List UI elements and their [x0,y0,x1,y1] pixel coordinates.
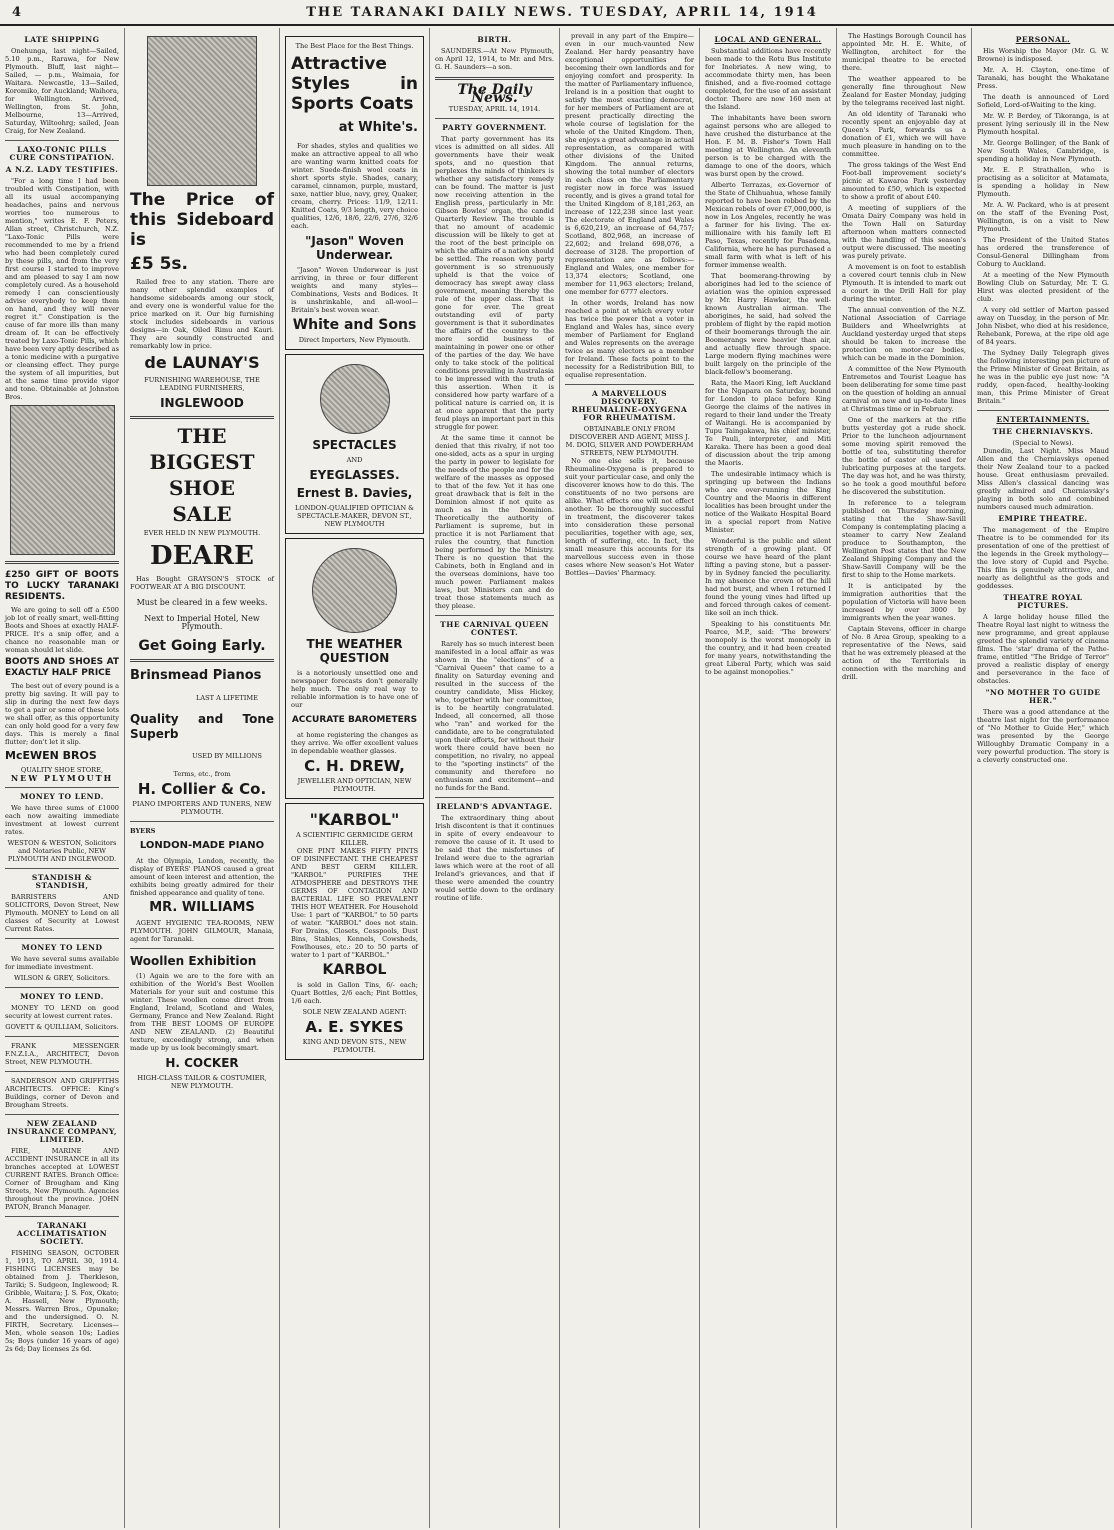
acclimatisation-text: FISHING SEASON, OCTOBER 1, 1913, TO APRIL 30, 1914. FISHING LICENSES may be obtained from J. Therkleson, Tariki; S. Sudgeon, Inglewood; R. Gribble, Waitara; J. S. Fox, Okato; A. Hassell, New Plymouth; Messrs. Warren Bros., Opunake; and the undersigned. O. N. FIRTH, Secretary. Licenses—Men, whole season 10s; Ladies 5s; Boys (under 16 years of age) 2s 6d; Day licenses 2s 6d. [5,1249,119,1353]
williams-name: MR. WILLIAMS [149,900,255,915]
wilson-firm: WILSON & GREY, Solicitors. [13,974,110,982]
party-government-text: That party government has its vices is admitted on all sides. All governments have their weak spots, and no question that perplexes the minds of thinkers is whether any satisfactory remedy can be found. The matter is just now receiving attention in the English press, particularly in Mr. Gibson Bowles' organ, the candid Quarterly Review. The trouble is that no amount of academic discussion will be likely to get at the root of the best principle on which the affairs of a nation should be settled. The reason why party government is so strenuously upheld is that the voice of democracy has swept away class government, meaning thereby the rule of the upper class. That is gone for ever. The great outstanding evil of party government is that it subordinates the affairs of the country to the more sordid business of maintaining in power one or other of the parties of the day. We have only to take stock of the political conditions prevailing in Australasia to be impressed with the truth of this assertion. When it is considered how party warfare of a political nature is carried on, it is at once apparent that the party feud plays an important part in this struggle for power. [435,135,554,431]
byers-heading: LONDON-MADE PIANO [139,840,265,851]
column-6 [700,28,837,1528]
karbol-heading-2: KARBOL [322,962,387,978]
local-item-4: That boomerang-throwing by aborigines had led to the science of aviation was the opinion expressed by Mr. Harry Hawker, the well-known Australian airman. The aborigines, he said, had solved the problem of flight by the rapid motion of their boomerangs through the air. Boomerangs were heavier than air, and actually flew through space. Large modern flying machines were built largely on the principle of the black-fellow's boomerang. [705,272,831,376]
ireland-continued-2: In other words, Ireland has now reached a point at which every voter has twice the power that a voter in England and Wales has, since every member of Parliament for England and Wales represents on the average twice as many electors as a member for Ireland. These facts point to the necessity for a Redistribution Bill, to equalise representation. [565,299,694,379]
cleared-text: Must be cleared in a few weeks. [136,598,268,607]
boots-text: We are going to sell off a £500 job lot of really smart, well-fitting Boots and Shoes at exactly HALF-PRICE. It's a snip offer, and a chance no reasonable man or woman should let slide. [5,606,119,654]
karbol-text: ONE PINT MAKES FIFTY PINTS OF DISINFECTANT. THE CHEAPEST AND BEST GERM KILLER. "KARBOL" PURIFIES THE ATMOSPHERE and DESTROYS THE GERMS OF CONTAGION AND BACTERIAL LIFE SO PREVALENT THIS HOT WEATHER. For Household Use: 1 part of "KARBOL" to 50 parts of water. "KARBOL" does not stain. For Drains, Closets, Cesspools, Dust Bins, Stables, Kennels, Cowsheds, Fowlhouses, etc.: 20 to 50 parts of water to 1 part of "KARBOL." [291,847,418,959]
quality-tone: Quality and Tone Superb [130,712,274,741]
money-heading: MONEY TO LEND. [20,792,104,801]
weather-heading: THE WEATHER QUESTION [306,637,403,665]
news-item-8: A committee of the New Plymouth Entremetos and Tourist League has been deliberating for some time past on the question of holding an annual carnival on new and up-to-date lines at Christmas time or in February. [842,365,966,413]
column-5 [560,28,700,1528]
money2-text: We have several sums available for immediate investment. [5,955,119,971]
govett-firm: GOVETT & QUILLIAM, Solicitors. [5,1023,119,1031]
drew-subtitle: JEWELLER AND OPTICIAN, NEW PLYMOUTH. [297,777,412,793]
local-item-1: Substantial additions have recently been made to the Rotu Bus Institute for Inebriates. A new wing, to accommodate thirty men, has been finished, and a five-roomed cottage completed, for the use of an assistant doctor. There are now 160 men at the Island. [705,47,831,111]
drew-name: C. H. DREW, [304,757,405,775]
standish-text: BARRISTERS AND SOLICITORS, Devon Street, New Plymouth. MONEY to Lend on all classes of Security at Lowest Current Rates. [5,893,119,933]
entertainments-heading: ENTERTAINMENTS. [996,415,1090,424]
sale-line-3: SHOE [168,476,235,500]
local-item-6: The undesirable intimacy which is springing up between the Indians who are over-running the King Country and the Maoris in different localities has been brought under the notice of the Waikato Hospital Board in a special report from Native Minister. [705,470,831,534]
newspaper-page [0,28,1114,1528]
best-place-text: The Best Place for the Best Things. [295,42,414,50]
mcewen-location: NEW PLYMOUTH [10,773,114,783]
column-2 [125,28,280,1528]
news-item-11: It is anticipated by the immigration authorities that the population of Victoria will have been increased by over 3000 by immigrants when the year wanes. [842,582,966,622]
shipping-heading: LATE SHIPPING [24,35,100,44]
news-item-4: The gross takings of the West End Foot-ball improvement society's picnic at Kawaroa Park yesterday amounted to £50, which is expected to show a profit of about £40. [842,161,966,201]
attractive-heading: Attractive Styles in Sports Coats [291,54,418,114]
man-with-hat-illustration [10,405,115,555]
local-item-5: Rata, the Maori King, left Auckland for the Ngapara on Saturday, bound for London to place before King George the claims of the natives in regard to their land under the Treaty of Waitangi. He is accompanied by Tupu Taingakawa, his chief minister, Te Pauli, interpreter, and Miti Karaka. There has been a good deal of discussion about the trip among the Maoris. [705,379,831,467]
messenger-ad: FRANK MESSENGER F.N.Z.I.A., ARCHITECT, Devon Street, NEW PLYMOUTH. [5,1042,119,1066]
column-3 [280,28,430,1528]
discovery-heading: A MARVELLOUS DISCOVERY. RHEUMALINE-OXYGENA FOR RHEUMATISM. [571,389,688,422]
barometers-text: at home registering the changes as they arrive. We offer excellent values in dependable weather glasses. [291,731,418,755]
mcewen-subtitle: QUALITY SHOE STORE, [20,766,104,774]
nz-insurance-text: FIRE, MARINE AND ACCIDENT INSURANCE in all its branches accepted at LOWEST CURRENT RATES. Branch Office: Corner of Brougham and King Streets, New Plymouth. Agencies throughout the province. JOHN PATON, Branch Manager. [5,1147,119,1211]
money3-heading: MONEY TO LEND. [20,992,104,1001]
used-by-millions: USED BY MILLIONS [192,752,262,760]
and-text: AND [346,456,363,464]
local-item-2: The inhabitants have been sworn against persons who are alleged to have crushed the disturbance at the Hon. F. M. B. Fisher's Town Hall meeting at Wellington. An eleventh person is to be charged with the damage to one of the doors, which was burst open by the crowd. [705,114,831,178]
theatre-royal-heading: THEATRE ROYAL PICTURES. [1003,593,1083,610]
discovery-subtitle: OBTAINABLE ONLY FROM DISCOVERER AND AGENT, MISS J. M. DOIG, SILVER AND POWDERHAM STREETS, NEW PLYMOUTH. [565,425,694,457]
at-whites: at White's. [338,120,418,135]
woollen-heading: Woollen Exhibition [130,954,257,968]
personal-item-2: Mr. A. H. Clayton, one-time of Taranaki, has bought the Whakatane Press. [977,66,1109,90]
cherniavsky-heading: THE CHERNIAVSKYS. [992,427,1094,436]
davies-subtitle: LONDON-QUALIFIED OPTICIAN & SPECTACLE-MAKER, DEVON ST., NEW PLYMOUTH [294,504,415,528]
personal-item-10: A very old settler of Marton passed away on Tuesday, in the person of Mr. John Nisbet, who died at his residence, Rehebank, Porewa, at the ripe old age of 84 years. [977,306,1109,346]
newspaper-title: THE TARANAKI DAILY NEWS. TUESDAY, APRIL 14, 1914 [306,4,818,20]
news-item-10: In reference to a telegram published on Thursday morning, stating that the Shaw-Savill Company is contemplating placing a steamer to carry New Zealand produce to Southampton, the Wellington Post states that the New Zealand Shipping Company and the Shaw-Savill Company will be the first to ship to the Home markets. [842,499,966,579]
carnival-text: Rarely has so much interest been manifested in a local affair as was shown in the "elections" of a "Carnival Queen" that came to a finality on Saturday evening and resulted in the success of the country candidate, Miss Hickey, who, together with her committee, is to be heartily congratulated. Indeed, all concerned, all those who "ran" and worked for the candidate, are to be congratulated upon their efforts, for without their work there could have been no competition, no rivalry, no appeal to the "sporting instincts" of the community and therefore no enthusiasm and excitement—and no funds for the Band. [435,640,554,792]
collier-subtitle: PIANO IMPORTERS AND TUNERS, NEW PLYMOUTH. [132,800,272,816]
personal-item-11: The Sydney Daily Telegraph gives the following interesting pen picture of the Prime Minister of Great Britain, as he was in the public eye just now: "A ruddy, open-faced, healthy-looking man, this Prime Minister of Great Britain." [977,349,1109,405]
laxo-text: "For a long time I had been troubled with Constipation, with all its usual accompanying headaches, pains and nervous worries too numerous to mention," writes E. F. Peters, Allan street, Christchurch, N.Z. "Laxo-Tonic Pills were recommended to me by a friend who had been completely cured by these pills, and from the very first course I started to improve and am pleased to say I am now completely cured. As a household remedy I can conscientiously advise everybody to keep them on hand, and they will never regret it." Constipation is the cause of far more ills than many dream of. It can be effectively treated by Laxo-Tonic Pills, which have been very aptly described as a tonic medicine with a purgative or cleansing effect. They purge the system of all impurities, but at the same time provide vigor and tone. Obtainable at Johnston Bros. [5,177,119,401]
sale-line-4: SALE [172,502,232,526]
personal-heading: PERSONAL. [1015,35,1071,44]
crest-emblem-icon [320,364,390,434]
personal-item-4: Mr. W. P. Berdey, of Tikoranga, is at present lying seriously ill in the New Plymouth hospital. [977,112,1109,136]
jason-heading: "Jason" Woven Underwear. [305,234,404,262]
personal-item-7: Mr. A. W. Packard, who is at present on the staff of the Evening Post, Wellington, is on a visit to New Plymouth. [977,201,1109,233]
party-government-text-2: At the same time it cannot be denied that this rivalry, if not too one-sided, acts as a spur in urging the party in power to legislate for the needs of the people and for the welfare of the masses as opposed to that of the few. Yet it has one great drawback that is felt in the Dominion almost if not quite as much as in the Dominion. Theoretically the authority of Parliament is supreme, but in practice it is not Parliament that rules the country, that function being performed by the Ministry. There is no question that the Cabinets, both in England and in the overseas dominions, have too much power. Parliament makes laws, but Ministers can and do treat those statements much as they please. [435,434,554,610]
weather-text: is a notoriously unsettled one and newspaper forecasts don't generally help much. The only real way to reliable information is to have one of our [291,669,418,709]
empire-heading: EMPIRE THEATRE. [998,514,1088,523]
news-item-2: The weather appeared to be generally fine throughout New Zealand for Easter Monday, judging by the telegrams received last night. [842,75,966,107]
sideboard-price: £5 5s. [130,254,188,274]
ireland-text: The extraordinary thing about Irish discontent is that it continues in spite of every endeavour to remove the cause of it. It used to be said that the misfortunes of Ireland were due to the agrarian laws which were at the root of all Ireland's grievances, and that if these were amended the country would settle down to the ordinary routine of life. [435,814,554,902]
delaunay-location: INGLEWOOD [160,396,244,410]
byers-text: At the Olympia, London, recently, the display of BYERS' PIANOS caused a great amount of keen interest and attention, the exhibits being greatly admired for their finished appearance and quality of tone. [130,857,274,897]
shipping-text: Onehunga, last night—Sailed, 5.10 p.m., Rarawa, for New Plymouth. Bluff, last night—Sailed, — p.m., Waimaia, for Waitara. Newcastle, 13—Sailed, Koromiko, for Auckland; Waihora, for Wellington. Arrived, Wellington, from St. John, Melbourne, 13—Arrived, Saturday, Wiltoohrg; sailed, Jean Craig, for New Zealand. [5,47,119,135]
news-item-7: The annual convention of the N.Z. National Association of Carriage Builders and Wheelwrights at Auckland yesterday urged that steps should be taken to increase the protection on motor-car bodies, which can be made in the Dominion. [842,306,966,362]
last-lifetime: LAST A LIFETIME [196,694,258,702]
birth-heading: BIRTH. [477,35,512,44]
whites-ad [285,36,424,350]
woollen-text: (1) Again we are to the fore with an exhibition of the World's Best Woollen Materials for your suit and costume this winter. These woollen come direct from England, Ireland, Scotland and Wales, Germany, France and New Zealand. Right from THE BEST LOOMS OF EUROPE AND NEW ZEALAND. (2) Beautiful texture, exceedingly strong, and when made up by us look becomingly smart. [130,972,274,1052]
discovery-text: No one else sells it, because Rheumaline-Oxygena is prepared to suit your particular case, and only the discoverer knows how to do this. The constituents of no two persons are alike. What effects one will not effect another. To be thoroughly successful in treatment, the discoverer takes into consideration these personal peculiarities, together with age, sex, length of suffering, etc. In fact, the small measure this accounts for its marvellous success even in those cases where New season's Hot Water Bottles—Davies' Pharmacy. [565,457,694,577]
party-government-heading: PARTY GOVERNMENT. [442,123,547,132]
laxo-subheading: A N.Z. LADY TESTIFIES. [5,165,119,174]
daily-news-title: The Daily News. [457,82,532,106]
standish-heading: STANDISH & STANDISH, [31,873,93,890]
acclimatisation-heading: TARANAKI ACCLIMATISATION SOCIETY. [16,1221,108,1246]
weston-firm: WESTON & WESTON, Solicitors and Notaries Public, NEW PLYMOUTH AND INGLEWOOD. [7,839,117,863]
money3-text: MONEY TO LEND on good security at lowest current rates. [5,1004,119,1020]
cherniavsky-subtitle: (Special to News). [1012,439,1074,447]
birth-text: SAUNDERS.—At New Plymouth, on April 12, 1914, to Mr. and Mrs. G. H. Saunders—a son. [435,47,554,71]
next-to-text: Next to Imperial Hotel, New Plymouth. [144,614,260,631]
column-4 [430,28,560,1528]
local-item-7: Wonderful is the public and silent strength of a growing plant. Of course we have heard of the plant lifting a paving stone, but a passer-by in Sydney fancied the peculiarity. In my absence the crown of the hill had not burst, and when I returned I found the young vines had lifted up and forced through cakes of cement-like soil an inch thick. [705,537,831,617]
personal-item-5: Mr. George Bollinger, of the Bank of New South Wales, Cambridge, is spending a holiday in New Plymouth. [977,139,1109,163]
karbol-subtitle: A SCIENTIFIC GERMICIDE GERM KILLER. [296,831,413,847]
karbol-heading: "KARBOL" [309,810,400,829]
column-1 [0,28,125,1528]
boots-text-2: The best out of every pound is a pretty big saving. It will pay to slip in during the next few days to get a pair or some of these lots we shall offer, as this opportunity can only hold good for a very few days. This is merely a final flutter; don't let it slip. [5,682,119,746]
boots-gift-heading: £250 GIFT OF BOOTS TO LUCKY TARANAKI RESIDENTS. [5,570,119,602]
ireland-continued: prevail in any part of the Empire—even in our much-vaunted New Zealand. Her hardy peasantry have exceptional opportunities for becoming their own landlords and for enjoying comfort and prosperity. In the matter of Parliamentary influence, Ireland is in a position that ought to satisfy the most exacting democrat, for her members of Parliament are at present practically directing the whole course of legislation for the whole of the United Kingdom. Then, she enjoys a great advantage in actual representation, as compared with other divisions of the United Kingdom. The annual returns, showing the total number of electors in each class on the Parliamentary register now in force was issued recently, and is gives a grand total for the United Kingdom of 8,181,263, an increase of 122,238 since last year. The electorate of England and Wales is 6,620,219, an increase of 64,757; Scotland, 802,968, an increase of 22,602; and Ireland 698,076, a decrease of 3128. The proportion of representation are as follows:—England and Wales, one member for 13,374 electors; Scotland, one member for 11,963 electors; Ireland, one member for 6777 electors. [565,32,694,296]
delaunay-name: de LAUNAY'S [144,353,260,372]
personal-item-1: His Worship the Mayor (Mr. G. W. Browne) is indisposed. [977,47,1109,63]
white-sons-name: White and Sons [292,317,417,333]
karbol-price-text: is sold in Gallon Tins, 6/- each; Quart Bottles, 2/6 each; Pint Bottles, 1/6 each. [291,981,418,1005]
page-number-left: 4 [12,4,23,20]
laxo-heading: LAXO-TONIC PILLS CURE CONSTIPATION. [9,145,115,162]
spectacles-heading: SPECTACLES [312,438,397,452]
sykes-name: A. E. SYKES [305,1018,404,1036]
news-item-5: A meeting of suppliers of the Omata Dairy Company was held in the Town Hall on Saturday afternoon when matters connected with the handling of this season's output were discussed. The meeting was purely private. [842,204,966,260]
deare-text: Has Bought GRAYSON'S STOCK of FOOTWEAR AT A BIG DISCOUNT. [130,575,274,591]
personal-item-8: The President of the United States has ordered the transference of Consul-General Dillingham from Coburg to Auckland. [977,236,1109,268]
news-item-1: The Hastings Borough Council has appointed Mr. H. E. White, of Wellington, architect for the municipal theatre to be erected there. [842,32,966,72]
money-text: We have three sums of £1000 each now awaiting immediate investment at lowest current rates. [5,804,119,836]
eyeglasses-heading: EYEGLASSES. [309,468,400,482]
white-sons-subtitle: Direct Importers, New Plymouth. [298,336,411,344]
editorial-date: TUESDAY, APRIL 14, 1914. [448,105,541,113]
barometers-heading: ACCURATE BAROMETERS [291,715,418,725]
ireland-heading: IRELAND'S ADVANTAGE. [436,802,553,811]
deare-name: DEARE [150,541,254,571]
mcewen-name: McEWEN BROS [5,749,97,762]
barometer-illustration [312,548,397,633]
davies-name: Ernest B. Davies, [296,486,413,500]
drew-ad [285,538,424,799]
davies-ad [285,354,424,534]
no-mother-heading: "NO MOTHER TO GUIDE HER." [985,688,1101,705]
sale-line-1: THE [177,424,227,448]
nz-insurance-heading: NEW ZEALAND INSURANCE COMPANY, LIMITED. [6,1119,118,1144]
sale-subtitle: EVER HELD IN NEW PLYMOUTH. [143,529,261,537]
news-item-9: One of the markers at the rifle butts yesterday got a rude shock. Prior to the luncheon adjournment some moving spirit removed the bottle of tea, substituting therefor the bottle of castor oil used for lubricating purposes at the targets. The day was hot, and he was thirsty, so he took a good mouthful before he discovered the substitution. [842,416,966,496]
sideboard-text: Railed free to any station. There are many other splendid examples of handsome sideboards among our stock, and every one is wonderful value for the price marked on it. Our big furnishing stock includes sideboards in various designs—in Oak, Oiled Rimu and Kauri. They are soundly constructed and remarkably low in price. [130,278,274,350]
cocker-subtitle: HIGH-CLASS TAILOR & COSTUMIER, NEW PLYMOUTH. [137,1074,267,1090]
cherniavsky-text: Dunedin, Last Night. Miss Maud Allen and the Cherniavskys opened their New Zealand tour to a packed house. Great enthusiasm prevailed. Miss Allen's classical dancing was greatly admired and Cherniavsky's playing in both solo and combined numbers caused much admiration. [977,447,1109,511]
sykes-subtitle: KING AND DEVON STS., NEW PLYMOUTH. [302,1038,407,1054]
sideboard-illustration [147,36,257,186]
cocker-name: H. COCKER [165,1056,239,1070]
karbol-ad [285,803,424,1060]
delaunay-subtitle: FURNISHING WAREHOUSE, THE LEADING FURNISHERS, [144,376,260,392]
theatre-royal-text: A large holiday house filled the Theatre Royal last night to witness the new programme, and great applause greeted the splendid variety of cinema films. The 'star' drama of the Pathe-frame, entitled "The Bridge of Terror" proved a realistic display of energy and perseverance in the face of obstacles. [977,613,1109,685]
money2-heading: MONEY TO LEND [21,943,103,952]
column-7 [837,28,972,1528]
news-item-12: Captain Stevens, officer in charge of No. 8 Area Group, speaking to a representative of the News, said that he was extremely pleased at the action of the Territorials in connection with the marching and drill. [842,625,966,681]
boots-half-price-heading: BOOTS AND SHOES AT EXACTLY HALF PRICE [5,657,119,678]
byers-label: BYERS [130,827,156,835]
masthead [0,0,1114,26]
carnival-heading: THE CARNIVAL QUEEN CONTEST. [440,620,549,637]
sale-line-2: BIGGEST [149,450,255,474]
column-8 [972,28,1114,1528]
sports-text: For shades, styles and qualities we make an attractive appeal to all who are wanting warm knitted coats for winter. Suede-finish wool coats in short sports style. Shades, canary, caramel, cinnamon, purple, mustard, saxe, nattier blue, navy, grey, Quaker, cream, cherry. Prices: 11/9, 12/11. Knitted Coats, 9/3 length, very choice qualities, 12/6, 18/6, 22/6, 27/6, 32/6 each. [291,142,418,230]
collier-name: H. Collier & Co. [137,780,267,798]
empire-text: The management of the Empire Theatre is to be commended for its presentation of one of the prettiest of the legends in the Greek mythology—the love story of Cupid and Psyche. This film is genuinely attractive, and nearly as delightful as the gods and goddesses. [977,526,1109,590]
williams-text: AGENT HYGIENIC TEA-ROOMS, NEW PLYMOUTH. JOHN GILMOUR, Manaia, agent for Taranaki. [130,919,274,943]
local-item-3: Alberto Terrazas, ex-Governor of the State of Chihuahua, whose family reported to have been robbed by the Mexican rebels of over £7,000,000, is now in Los Angeles, recently he was a farmer for his living. The ex-millionaire with his family left El Paso, Texas, recently for Pasadena, California, where he has purchased a small farm with what is left of his former immense wealth. [705,181,832,269]
sideboard-price-heading: The Price of this Sideboard is [130,190,274,250]
personal-item-3: The death is announced of Lord Sofield, Lord-of-Waiting to the king. [977,93,1109,109]
terms-text: Terms, etc., from [173,770,231,778]
get-going-early: Get Going Early. [138,638,266,654]
jason-text: "Jason" Woven Underwear is just arriving, in three or four different weights and many styles—Combinations, Vests and Bodices. It is unshrinkable, and all-wool—Britain's best woven wear. [291,266,418,314]
brinsmead-heading: Brinsmead Pianos [130,668,262,683]
sole-agent-text: SOLE NEW ZEALAND AGENT: [302,1008,407,1016]
news-item-6: A movement is on foot to establish a covered court tennis club in New Plymouth. It is intended to mark out a court in the Drill Hall for play during the winter. [842,263,966,303]
sanderson-ad: SANDERSON AND GRIFFITHS ARCHITECTS. OFFICE: King's Buildings, corner of Devon and Brougham Streets. [5,1077,119,1109]
no-mother-text: There was a good attendance at the theatre last night for the performance of "No Mother to Guide Her," which was presented by the George Willoughby Dramatic Company in a very powerful production. The story is a cleverly constructed one. [977,708,1109,764]
personal-item-9: At a meeting of the New Plymouth Bowling Club on Saturday, Mr. T. G. Hirst was elected president of the club. [977,271,1109,303]
news-item-3: An old identity of Taranaki who recently spent an enjoyable day at Queen's Park, forwards us a donation of £1, which we will have much pleasure in handing on to the committee. [842,110,966,158]
personal-item-6: Mr. E. P. Strathallen, who is practising as a solicitor at Matamata, is spending a holiday in New Plymouth. [977,166,1109,198]
local-general-heading: LOCAL AND GENERAL. [714,35,822,44]
local-item-8: Speaking to his constituents Mr. Pearce, M.P., said: "The brewers' monopoly is the worst monopoly in the country, and it had been created for many years, notwithstanding the great Liberal Party, which was said to be against monopolies." [705,620,831,676]
